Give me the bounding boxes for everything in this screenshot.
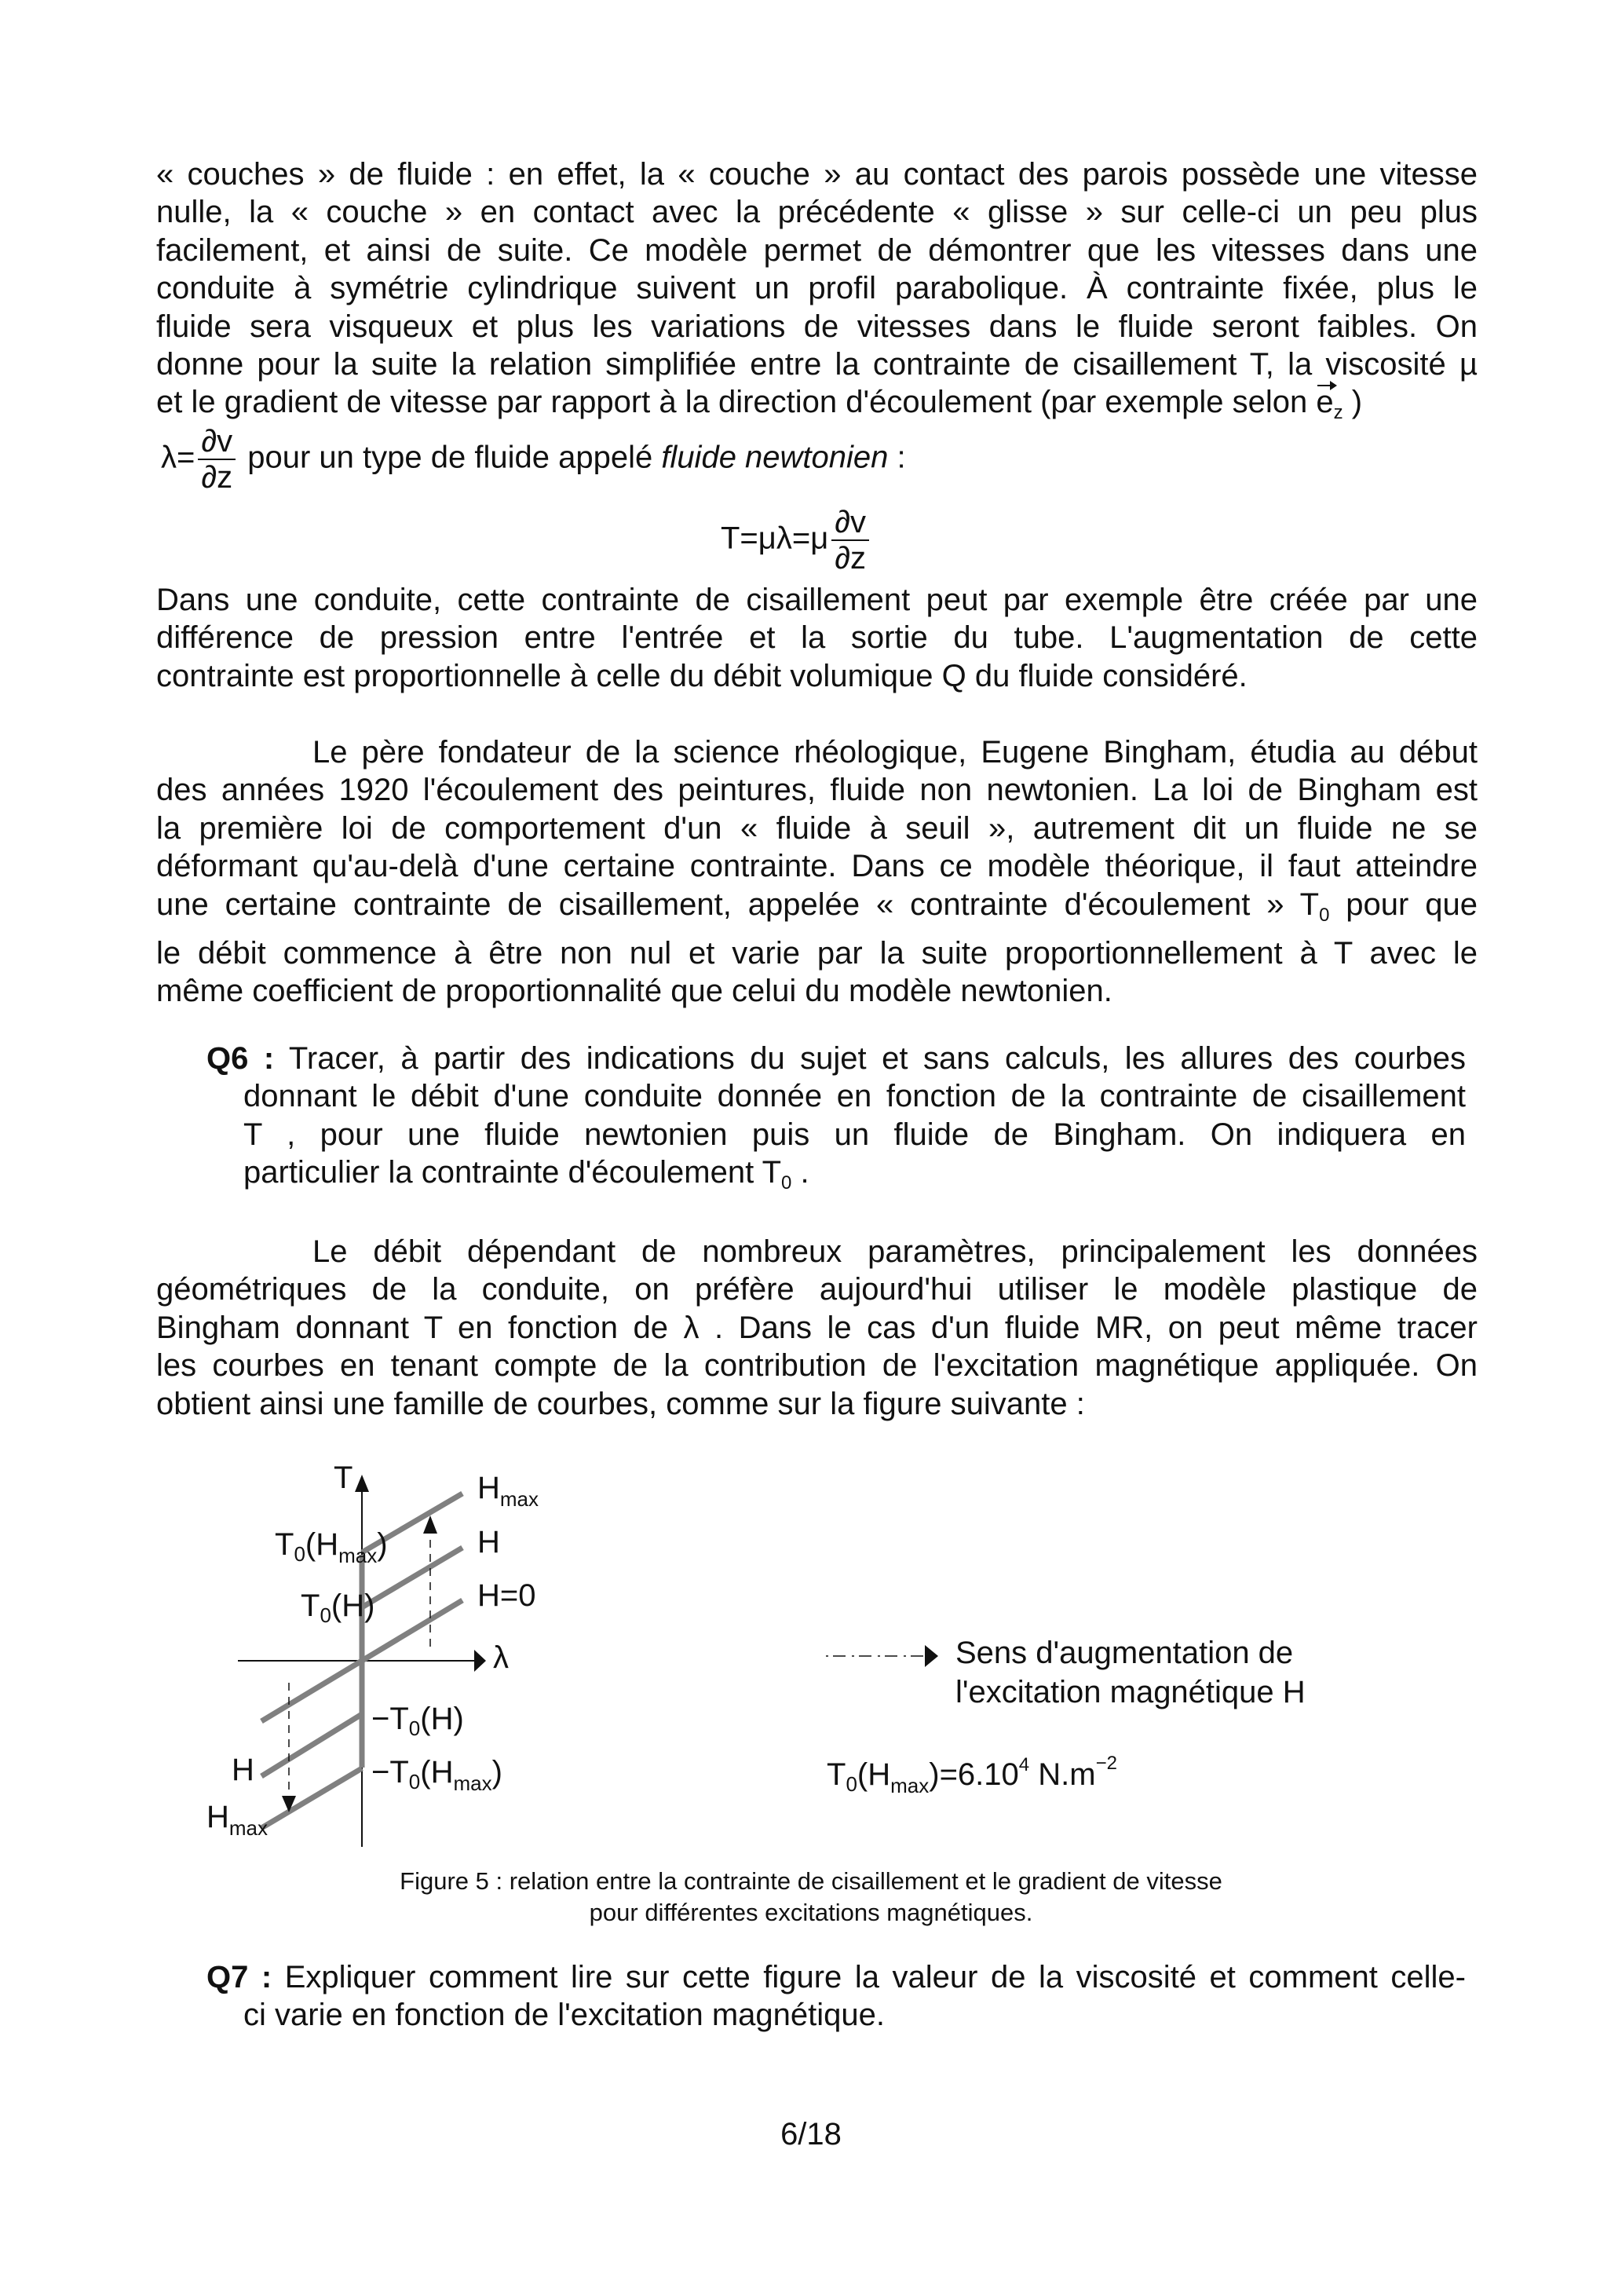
- label-minus-t0-hmax: $-T_0(H_{max})$: [371, 1755, 502, 1795]
- arrow-down-icon: [282, 1796, 296, 1812]
- text-segment: donnant le débit d'une conduite donnée en fonction de la contrainte de cisaillement: [243, 1079, 1466, 1114]
- text-line: [156, 934, 1478, 972]
- unit-vector: e: [1316, 383, 1333, 421]
- legend-arrow-icon: [925, 1645, 938, 1667]
- text-line: [156, 581, 1478, 619]
- lambda-lhs: λ=: [161, 440, 195, 475]
- label-minus-t0-h: $-T_0(H)$: [371, 1702, 464, 1740]
- text-line: [156, 1309, 1478, 1347]
- paragraph-bingham: [156, 733, 1478, 1011]
- label-h-bottom: H: [232, 1753, 254, 1787]
- text-segment: ): [1343, 385, 1363, 420]
- text-segment: ci varie en fonction de l'excitation magnétique.: [243, 1998, 886, 2033]
- text-segment: différence de pression entre l'entrée et la sortie du tube. L'augmentation de cette: [156, 620, 1478, 656]
- numerator: ∂v: [831, 505, 869, 541]
- math-sub: 0: [781, 1172, 792, 1194]
- text-segment: « couches » de fluide : en effet, la « couche » au contact des parois possède une vitesse: [156, 157, 1478, 192]
- text-line: [206, 1040, 1466, 1077]
- lambda-text: pour un type de fluide appelé: [239, 440, 662, 475]
- text-line: [156, 810, 1478, 847]
- curve-h-negative: [261, 1714, 362, 1776]
- figure-caption-line-1: Figure 5 : relation entre la contrainte de cisaillement et le gradient de vitesse: [400, 1867, 1222, 1895]
- text-segment: .: [791, 1155, 809, 1190]
- text-segment: Le père fondateur de la science rhéologique, Eugene Bingham, étudia au début: [312, 735, 1478, 770]
- curve-h-positive: [362, 1548, 462, 1607]
- t-axis-label: T: [334, 1461, 353, 1495]
- label-hmax-top: $H_{max}$: [477, 1471, 539, 1511]
- text-segment: et le gradient de vitesse par rapport à la direction d'écoulement (par exemple selon: [156, 385, 1317, 420]
- text-segment: le débit commence à être non nul et varie par la suite proportionnellement à T avec le: [156, 936, 1478, 971]
- paragraph-conduite: [156, 581, 1478, 695]
- arrow-up-icon: [423, 1515, 437, 1534]
- lambda-definition: [161, 424, 1482, 495]
- text-segment: Le débit dépendant de nombreux paramètres, principalement les données: [312, 1234, 1478, 1269]
- text-line: [156, 733, 1478, 771]
- text-segment: conduite à symétrie cylindrique suivent un profil parabolique. À contrainte fixée, plus le: [156, 271, 1478, 306]
- question-q7: [206, 1958, 1466, 2035]
- fluide-newtonien-term: fluide newtonien: [661, 440, 889, 475]
- label-h-top: H: [477, 1525, 500, 1559]
- text-segment: facilement, et ainsi de suite. Ce modèle permet de démontrer que les vitesses dans une: [156, 232, 1478, 268]
- text-segment: donne pour la suite la relation simplifiée entre la contrainte de cisaillement T, la viscosité µ: [156, 347, 1478, 382]
- curve-h0: [261, 1600, 462, 1721]
- text-line: [156, 232, 1478, 269]
- question-label: Q6 :: [206, 1041, 275, 1076]
- text-segment: Dans une conduite, cette contrainte de cisaillement peut par exemple être créée par une: [156, 583, 1478, 617]
- paragraph-plastic-model: [156, 1233, 1478, 1423]
- text-line: [156, 155, 1478, 193]
- dv-dz-fraction: [198, 424, 236, 495]
- text-line: [156, 619, 1478, 656]
- text-segment: les courbes en tenant compte de la contribution de l'excitation magnétique appliquée. On: [156, 1348, 1478, 1384]
- text-line: [156, 886, 1478, 934]
- text-segment: Expliquer comment lire sur cette figure la valeur de la viscosité et comment celle-: [272, 1960, 1467, 1994]
- text-segment: géométriques de la conduite, on préfère aujourd'hui utiliser le modèle plastique de: [156, 1272, 1478, 1307]
- newtonian-formula: [721, 505, 872, 576]
- legend-line-1: Sens d'augmentation de: [955, 1636, 1294, 1670]
- text-segment: contrainte est proportionnelle à celle du débit volumique Q du fluide considéré.: [156, 658, 1248, 693]
- text-line: [156, 1385, 1478, 1423]
- text-segment: Bingham donnant T en fonction de λ . Dans le cas d'un fluide MR, on peut même tracer: [156, 1310, 1478, 1345]
- lambda-end: :: [888, 440, 906, 475]
- formula-fraction: [831, 505, 869, 576]
- text-segment: particulier la contrainte d'écoulement T: [243, 1155, 782, 1190]
- text-segment: fluide sera visqueux et plus les variations de vitesses dans le fluide seront faibles. On: [156, 309, 1478, 344]
- text-line: [156, 847, 1478, 885]
- question-label: Q7 :: [206, 1960, 272, 1994]
- text-line: [156, 1270, 1478, 1308]
- page-number: 6/18: [780, 2117, 842, 2152]
- text-segment: des années 1920 l'écoulement des peintures, fluide non newtonien. La loi de Bingham est: [156, 773, 1478, 808]
- text-line: [156, 269, 1478, 307]
- label-hmax-bottom: $H_{max}$: [206, 1800, 269, 1840]
- text-line: [206, 1153, 1466, 1202]
- text-line: [156, 657, 1478, 695]
- question-q6: [206, 1040, 1466, 1203]
- text-line: [206, 1996, 1466, 2034]
- text-line: [156, 771, 1478, 809]
- text-segment: la première loi de comportement d'un « fluide à seuil », autrement dit un fluide ne se: [156, 810, 1478, 846]
- lambda-axis-arrow-icon: [474, 1650, 486, 1672]
- text-segment: nulle, la « couche » en contact avec la précédente « glisse » sur celle-ci un peu plus: [156, 195, 1478, 230]
- text-segment: même coefficient de proportionnalité que celui du modèle newtonien.: [156, 974, 1112, 1009]
- text-line: [156, 193, 1478, 231]
- math-sub: z: [1333, 402, 1343, 424]
- text-line: [206, 1077, 1466, 1115]
- paragraph-viscosity: [156, 155, 1478, 433]
- text-line: [156, 1233, 1478, 1270]
- label-t0-hmax: $T_0(H_{max})$: [275, 1527, 388, 1567]
- t0-hmax-value: $T_0(H_{max})=6.10^4$ $N.m^{-2}$: [827, 1753, 1117, 1797]
- curve-hmax-negative: [261, 1768, 362, 1828]
- text-line: [156, 308, 1478, 345]
- text-line: [156, 345, 1478, 383]
- figure-caption-line-2: pour différentes excitations magnétiques.: [589, 1899, 1033, 1926]
- text-segment: déformant qu'au-delà d'une certaine contrainte. Dans ce modèle théorique, il faut atteindre: [156, 849, 1478, 884]
- label-t0-h: $T_0(H)$: [301, 1589, 375, 1627]
- text-line: [206, 1116, 1466, 1153]
- legend-line-2: l'excitation magnétique H: [955, 1675, 1306, 1709]
- text-segment: obtient ainsi une famille de courbes, comme sur la figure suivante :: [156, 1386, 1085, 1421]
- text-segment: T , pour une fluide newtonien puis un fluide de Bingham. On indiquera en: [243, 1117, 1466, 1152]
- denominator: ∂z: [835, 541, 867, 576]
- text-line: [156, 972, 1478, 1010]
- text-line: [206, 1958, 1466, 1996]
- t-axis-arrow-icon: [355, 1475, 369, 1492]
- label-h0: H=0: [477, 1578, 536, 1613]
- lambda-axis-label: λ: [493, 1640, 509, 1675]
- text-segment: une certaine contrainte de cisaillement, appelée « contrainte d'écoulement » T: [156, 887, 1320, 922]
- text-segment: pour que: [1329, 887, 1478, 922]
- curve-hmax-positive: [362, 1493, 462, 1552]
- denominator: ∂z: [201, 460, 233, 495]
- numerator: ∂v: [198, 424, 236, 460]
- text-line: [156, 1347, 1478, 1384]
- formula-lhs: T=μλ=μ: [721, 521, 829, 556]
- text-segment: Tracer, à partir des indications du sujet et sans calculs, les allures des courbes: [274, 1041, 1467, 1076]
- math-sub: 0: [1319, 904, 1330, 926]
